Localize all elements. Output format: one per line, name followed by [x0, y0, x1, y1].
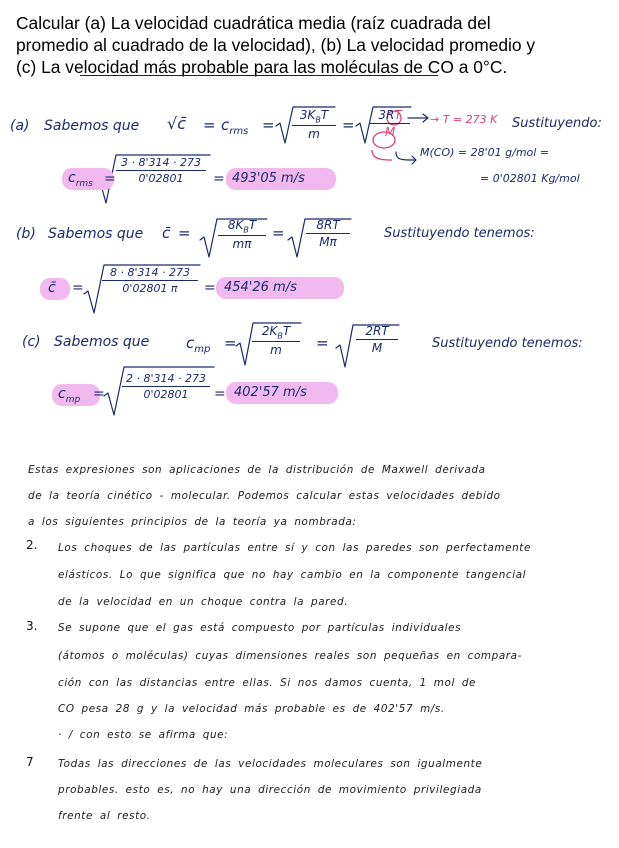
- eq-a3: =: [342, 116, 355, 134]
- eq-a-calc-2: =: [213, 171, 225, 187]
- cmp-sub: mp: [194, 344, 211, 355]
- c-rms-subscript: rms: [229, 126, 249, 137]
- calc-b-num: 8 · 8'314 · 273: [110, 266, 190, 279]
- calc-c-den: 0'02801: [143, 388, 189, 401]
- calc-a-bar: [116, 170, 206, 171]
- calc-a-num: 3 · 8'314 · 273: [121, 156, 201, 169]
- eq-c-calc-1: =: [93, 386, 105, 402]
- note-line-2: de la teoría cinético - molecular. Podemos calcular estas velocidades debido: [28, 490, 501, 502]
- problem-line-3: (c) La velocidad más probable para las moléculas de CO a 0°C.: [16, 57, 508, 77]
- note-line-1: Estas expresiones son aplicaciones de la distribución de Maxwell derivada: [28, 464, 486, 476]
- item-7-line-2: probables. esto es, no hay una dirección de movimiento privilegiada: [58, 784, 482, 796]
- result-a: 493'05 m/s: [232, 171, 305, 186]
- item-7-line-3: frente al resto.: [58, 810, 151, 822]
- fraction-c2: [356, 324, 398, 355]
- fraction-a2-bar: [370, 123, 410, 124]
- fraction-a-calc: [116, 156, 206, 185]
- item-2-number: 2.: [26, 538, 38, 552]
- item-3-line-2: (átomos o moléculas) cuyas dimensiones reales son pequeñas en compara-: [58, 650, 522, 662]
- fraction-c-calc: [122, 372, 210, 401]
- eq-a-calc-1: =: [104, 171, 116, 187]
- c-rms-calc-label: [68, 170, 93, 189]
- num-a1-sub: B: [315, 115, 321, 125]
- problem-line-1: Calcular (a) La velocidad cuadrática media (raíz cuadrada del: [16, 13, 491, 33]
- fraction-b2-num: 8RT: [316, 218, 340, 232]
- cbar-calc-label: c̄: [48, 280, 56, 296]
- eq-c2: =: [316, 334, 329, 352]
- fraction-b2: [306, 218, 350, 249]
- fraction-a1-bar: [292, 125, 336, 126]
- eq-c1: =: [224, 334, 237, 352]
- fraction-b2-den: Mπ: [319, 235, 337, 249]
- note-line-3: a los siguientes principios de la teoría ya nombrada:: [28, 516, 357, 528]
- num-c1: 2K: [261, 324, 278, 338]
- cmp-letter: c: [186, 334, 195, 352]
- fraction-c1-bar: [252, 341, 300, 342]
- calc-a-den: 0'02801: [138, 172, 184, 185]
- item-7-number: 7: [26, 755, 34, 769]
- temp-note: → T = 273 K: [430, 113, 498, 126]
- fraction-a1: [292, 108, 336, 141]
- part-c-cmp: [186, 334, 210, 355]
- part-c-label: (c): [22, 334, 41, 350]
- item-7-line-1: Todas las direcciones de las velocidades moleculares son igualmente: [58, 758, 483, 770]
- c-rms-calc-sub: rms: [75, 178, 93, 189]
- eq-b-calc-1: =: [72, 280, 84, 296]
- part-b-cbar: c̄: [162, 224, 171, 242]
- part-b-label: (b): [16, 226, 36, 242]
- fraction-b1: [218, 218, 266, 251]
- num-a2: 3R: [378, 108, 395, 122]
- item-2-line-1: Los choques de las partículas entre sí y con las paredes son perfectamente: [58, 542, 531, 554]
- item-3-line-3: ción con las distancias entre ellas. Si nos damos cuenta, 1 mol de: [58, 677, 477, 689]
- fraction-c2-bar: [356, 339, 398, 340]
- num-a2-circled: T: [394, 108, 402, 122]
- fraction-b2-bar: [306, 233, 350, 234]
- num-b1-tail: T: [248, 218, 257, 232]
- fraction-c1-den: m: [270, 343, 282, 358]
- fraction-b-calc: [102, 266, 198, 295]
- result-b: 454'26 m/s: [224, 280, 297, 295]
- fraction-b1-num: [218, 218, 266, 234]
- num-a1: 3K: [299, 108, 316, 122]
- calc-c-num: 2 · 8'314 · 273: [126, 372, 206, 385]
- calc-c-bar: [122, 386, 210, 387]
- molar-mass-line-2: = 0'02801 Kg/mol: [480, 172, 580, 185]
- part-b-intro: Sabemos que: [48, 226, 144, 242]
- item-3-number: 3.: [26, 619, 38, 633]
- problem-line-2: promedio al cuadrado de la velocidad), (b) La velocidad promedio y: [16, 35, 536, 55]
- part-a-label: (a): [10, 118, 30, 134]
- eq-b1: =: [178, 224, 191, 242]
- part-a-sqrt-c: √c̄: [167, 114, 186, 133]
- part-c-intro: Sabemos que: [54, 334, 150, 350]
- fraction-c2-num: 2RT: [365, 324, 389, 338]
- fraction-a2: [370, 108, 410, 139]
- fraction-c2-den: M: [371, 341, 383, 355]
- cmp-calc-sub: mp: [65, 394, 81, 405]
- cmp-calc-letter: c: [58, 386, 66, 402]
- c-rms-letter: c: [221, 116, 230, 134]
- c-rms-calc-letter: c: [68, 170, 76, 186]
- item-3-line-5: · / con esto se afirma que:: [58, 729, 229, 741]
- eq-c-calc-2: =: [214, 386, 226, 402]
- part-a-substituting: Sustituyendo:: [512, 116, 602, 131]
- calc-b-bar: [102, 280, 198, 281]
- eq-a2: =: [262, 116, 275, 134]
- fraction-c1: [252, 324, 300, 357]
- arrow-to-molar: [396, 152, 416, 164]
- eq-b-calc-2: =: [204, 280, 216, 296]
- fraction-a1-den: m: [308, 127, 320, 142]
- fraction-a1-num: [292, 108, 336, 124]
- item-3-line-1: Se supone que el gas está compuesto por partículas individuales: [58, 622, 462, 634]
- cmp-calc-label: [58, 386, 80, 405]
- part-b-substituting: Sustituyendo tenemos:: [384, 226, 535, 241]
- item-3-line-4: CO pesa 28 g y la velocidad más probable es de 402'57 m/s.: [58, 703, 445, 715]
- arrow-to-temp: [408, 114, 428, 122]
- eq-a1: =: [203, 116, 216, 134]
- pink-arrow: [372, 150, 392, 160]
- fraction-b1-den: mπ: [232, 237, 252, 252]
- part-a-intro: Sabemos que: [44, 118, 140, 134]
- eq-b2: =: [272, 224, 285, 242]
- fraction-a2-den: M: [384, 125, 396, 139]
- fraction-a2-num: [370, 108, 410, 122]
- num-c1-tail: T: [282, 324, 291, 338]
- num-a1-tail: T: [320, 108, 329, 122]
- part-c-substituting: Sustituyendo tenemos:: [432, 336, 583, 351]
- c-rms-symbol: [221, 116, 248, 137]
- item-2-line-3: de la velocidad en un choque contra la pared.: [58, 596, 349, 608]
- calc-b-den: 0'02801 π: [122, 282, 178, 295]
- fraction-b1-bar: [218, 235, 266, 236]
- num-b1-sub: B: [243, 225, 249, 235]
- fraction-c1-num: [252, 324, 300, 340]
- num-b1: 8K: [227, 218, 244, 232]
- molar-mass-line-1: M(CO) = 28'01 g/mol =: [420, 146, 550, 159]
- num-c1-sub: B: [277, 331, 283, 341]
- item-2-line-2: elásticos. Lo que significa que no hay cambio en la componente tangencial: [58, 569, 527, 581]
- result-c: 402'57 m/s: [234, 385, 307, 400]
